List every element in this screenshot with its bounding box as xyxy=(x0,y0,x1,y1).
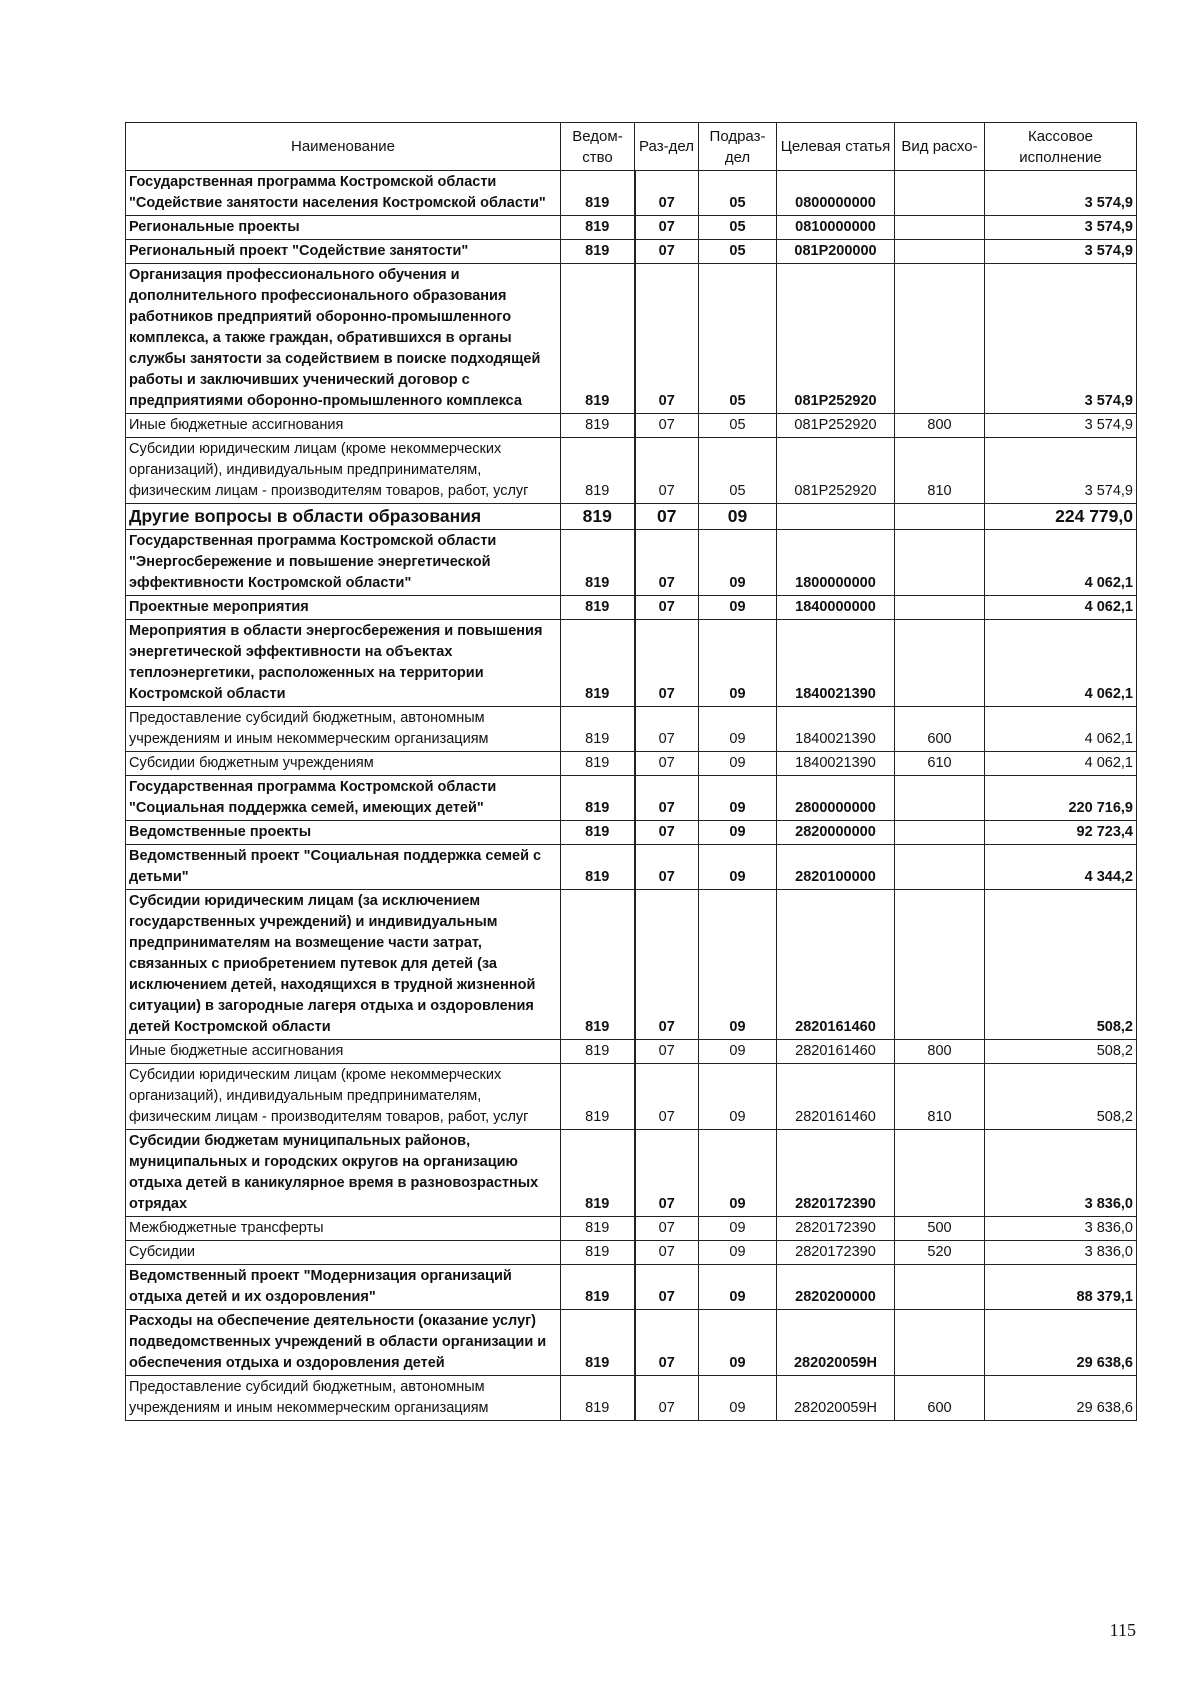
row-ispolnenie: 3 836,0 xyxy=(985,1130,1137,1217)
table-row xyxy=(126,1217,1137,1241)
row-ispolnenie: 224 779,0 xyxy=(985,504,1137,530)
header-ispolnenie: Кассовое исполнение xyxy=(985,123,1137,171)
row-name: Субсидии юридическим лицам (кроме некоммерческих организаций), индивидуальным предпринимателям, физическим лицам - производителям товаров, работ, услуг xyxy=(126,1064,561,1130)
row-ispolnenie: 508,2 xyxy=(985,1040,1137,1064)
row-podrazdel: 05 xyxy=(699,414,777,438)
row-razdel: 07 xyxy=(635,1310,699,1376)
header-tselevaya: Целевая статья xyxy=(777,123,895,171)
row-tselevaya-statya: 2820172390 xyxy=(777,1241,895,1265)
row-vedomstvo: 819 xyxy=(561,1265,635,1310)
row-ispolnenie: 4 344,2 xyxy=(985,845,1137,890)
row-tselevaya-statya: 282020059Н xyxy=(777,1310,895,1376)
row-razdel: 07 xyxy=(635,171,699,216)
row-razdel: 07 xyxy=(635,845,699,890)
row-podrazdel: 05 xyxy=(699,216,777,240)
row-vedomstvo: 819 xyxy=(561,890,635,1040)
row-vid-raskhodov xyxy=(895,776,985,821)
row-ispolnenie: 3 836,0 xyxy=(985,1217,1137,1241)
row-tselevaya-statya: 2820161460 xyxy=(777,890,895,1040)
row-name: Ведомственный проект "Модернизация организаций отдыха детей и их оздоровления" xyxy=(126,1265,561,1310)
row-name: Региональные проекты xyxy=(126,216,561,240)
row-podrazdel: 09 xyxy=(699,504,777,530)
row-razdel: 07 xyxy=(635,438,699,504)
row-name: Ведомственный проект "Социальная поддержка семей с детьми" xyxy=(126,845,561,890)
row-razdel: 07 xyxy=(635,776,699,821)
row-tselevaya-statya: 1840021390 xyxy=(777,707,895,752)
row-podrazdel: 09 xyxy=(699,1040,777,1064)
row-vedomstvo: 819 xyxy=(561,620,635,707)
row-ispolnenie: 508,2 xyxy=(985,890,1137,1040)
row-ispolnenie: 3 574,9 xyxy=(985,414,1137,438)
row-vid-raskhodov xyxy=(895,1130,985,1217)
row-razdel: 07 xyxy=(635,620,699,707)
table-row xyxy=(126,1265,1137,1310)
header-vid: Вид расхо- xyxy=(895,123,985,171)
row-vedomstvo: 819 xyxy=(561,171,635,216)
row-vid-raskhodov xyxy=(895,264,985,414)
row-razdel: 07 xyxy=(635,1376,699,1421)
table-row xyxy=(126,1040,1137,1064)
row-razdel: 07 xyxy=(635,1265,699,1310)
row-ispolnenie: 4 062,1 xyxy=(985,752,1137,776)
row-razdel: 07 xyxy=(635,821,699,845)
table-row xyxy=(126,1064,1137,1130)
row-ispolnenie: 29 638,6 xyxy=(985,1376,1137,1421)
row-razdel: 07 xyxy=(635,1040,699,1064)
row-podrazdel: 05 xyxy=(699,438,777,504)
row-podrazdel: 09 xyxy=(699,1241,777,1265)
table-body xyxy=(126,171,1137,1421)
table-row xyxy=(126,216,1137,240)
row-ispolnenie: 3 574,9 xyxy=(985,438,1137,504)
row-tselevaya-statya: 1800000000 xyxy=(777,530,895,596)
row-podrazdel: 09 xyxy=(699,1130,777,1217)
row-vid-raskhodov: 800 xyxy=(895,414,985,438)
row-vedomstvo: 819 xyxy=(561,752,635,776)
row-podrazdel: 09 xyxy=(699,821,777,845)
row-vedomstvo: 819 xyxy=(561,240,635,264)
row-vedomstvo: 819 xyxy=(561,1217,635,1241)
row-name: Ведомственные проекты xyxy=(126,821,561,845)
row-vid-raskhodov xyxy=(895,1310,985,1376)
row-name: Государственная программа Костромской области "Содействие занятости населения Костромской области" xyxy=(126,171,561,216)
table-row xyxy=(126,776,1137,821)
row-vid-raskhodov xyxy=(895,171,985,216)
row-vid-raskhodov: 520 xyxy=(895,1241,985,1265)
row-razdel: 07 xyxy=(635,1064,699,1130)
row-podrazdel: 09 xyxy=(699,707,777,752)
row-name: Организация профессионального обучения и дополнительного профессионального образования работников предприятий оборонно-промышленного комплекса, а также граждан, обратившихся в органы службы занятости за содействием в поиске подходящей работы и заключивших ученический договор с предприятиями оборонно-промышленного комплекса xyxy=(126,264,561,414)
row-name: Предоставление субсидий бюджетным, автономным учреждениям и иным некоммерческим организациям xyxy=(126,707,561,752)
row-razdel: 07 xyxy=(635,752,699,776)
table-row xyxy=(126,821,1137,845)
row-razdel: 07 xyxy=(635,1241,699,1265)
table-row xyxy=(126,264,1137,414)
row-vid-raskhodov: 800 xyxy=(895,1040,985,1064)
row-vedomstvo: 819 xyxy=(561,1241,635,1265)
table-row xyxy=(126,1310,1137,1376)
row-podrazdel: 09 xyxy=(699,596,777,620)
row-vedomstvo: 819 xyxy=(561,845,635,890)
row-name: Государственная программа Костромской области "Социальная поддержка семей, имеющих детей" xyxy=(126,776,561,821)
table-row xyxy=(126,752,1137,776)
row-tselevaya-statya: 081P252920 xyxy=(777,438,895,504)
row-name: Мероприятия в области энергосбережения и повышения энергетической эффективности на объектах теплоэнергетики, расположенных на территории Костромской области xyxy=(126,620,561,707)
row-razdel: 07 xyxy=(635,890,699,1040)
row-name: Субсидии бюджетам муниципальных районов, муниципальных и городских округов на организацию отдыха детей в каникулярное время в разновозрастных отрядах xyxy=(126,1130,561,1217)
row-vedomstvo: 819 xyxy=(561,216,635,240)
row-tselevaya-statya: 2820161460 xyxy=(777,1040,895,1064)
row-tselevaya-statya: 081P252920 xyxy=(777,414,895,438)
row-name: Субсидии xyxy=(126,1241,561,1265)
row-tselevaya-statya: 2820100000 xyxy=(777,845,895,890)
row-vid-raskhodov: 810 xyxy=(895,1064,985,1130)
row-tselevaya-statya: 2820000000 xyxy=(777,821,895,845)
row-tselevaya-statya: 0800000000 xyxy=(777,171,895,216)
row-razdel: 07 xyxy=(635,264,699,414)
row-ispolnenie: 3 574,9 xyxy=(985,171,1137,216)
row-tselevaya-statya: 081P252920 xyxy=(777,264,895,414)
table-row xyxy=(126,414,1137,438)
row-vid-raskhodov xyxy=(895,240,985,264)
row-ispolnenie: 4 062,1 xyxy=(985,596,1137,620)
row-vedomstvo: 819 xyxy=(561,414,635,438)
row-name: Региональный проект "Содействие занятости" xyxy=(126,240,561,264)
row-name: Субсидии юридическим лицам (за исключением государственных учреждений) и индивидуальным предпринимателям на возмещение части затрат, связанных с приобретением путевок для детей (за исключением детей, находящихся в трудной жизненной ситуации) в загородные лагеря отдыха и оздоровления детей Костромской области xyxy=(126,890,561,1040)
row-ispolnenie: 3 574,9 xyxy=(985,240,1137,264)
row-podrazdel: 09 xyxy=(699,1376,777,1421)
row-podrazdel: 09 xyxy=(699,890,777,1040)
header-vedomstvo: Ведом-ство xyxy=(561,123,635,171)
row-podrazdel: 09 xyxy=(699,1310,777,1376)
row-tselevaya-statya: 282020059Н xyxy=(777,1376,895,1421)
row-tselevaya-statya xyxy=(777,504,895,530)
row-tselevaya-statya: 0810000000 xyxy=(777,216,895,240)
row-vedomstvo: 819 xyxy=(561,1064,635,1130)
table-row xyxy=(126,240,1137,264)
row-podrazdel: 09 xyxy=(699,752,777,776)
table-row xyxy=(126,504,1137,530)
row-vid-raskhodov xyxy=(895,504,985,530)
row-podrazdel: 09 xyxy=(699,620,777,707)
row-vid-raskhodov xyxy=(895,216,985,240)
row-vedomstvo: 819 xyxy=(561,776,635,821)
row-name: Иные бюджетные ассигнования xyxy=(126,414,561,438)
row-podrazdel: 05 xyxy=(699,240,777,264)
row-podrazdel: 09 xyxy=(699,1265,777,1310)
row-name: Межбюджетные трансферты xyxy=(126,1217,561,1241)
table-row xyxy=(126,530,1137,596)
row-ispolnenie: 3 836,0 xyxy=(985,1241,1137,1265)
table-row xyxy=(126,596,1137,620)
table-row xyxy=(126,1130,1137,1217)
row-podrazdel: 09 xyxy=(699,1064,777,1130)
row-razdel: 07 xyxy=(635,596,699,620)
row-tselevaya-statya: 2820161460 xyxy=(777,1064,895,1130)
header-razdel: Раз-дел xyxy=(635,123,699,171)
row-name: Субсидии бюджетным учреждениям xyxy=(126,752,561,776)
row-ispolnenie: 29 638,6 xyxy=(985,1310,1137,1376)
row-vedomstvo: 819 xyxy=(561,438,635,504)
row-name: Предоставление субсидий бюджетным, автономным учреждениям и иным некоммерческим организациям xyxy=(126,1376,561,1421)
table-row xyxy=(126,620,1137,707)
row-podrazdel: 05 xyxy=(699,264,777,414)
row-name: Субсидии юридическим лицам (кроме некоммерческих организаций), индивидуальным предпринимателям, физическим лицам - производителям товаров, работ, услуг xyxy=(126,438,561,504)
row-vid-raskhodov xyxy=(895,530,985,596)
row-name: Иные бюджетные ассигнования xyxy=(126,1040,561,1064)
row-podrazdel: 09 xyxy=(699,1217,777,1241)
row-vedomstvo: 819 xyxy=(561,504,635,530)
table-row xyxy=(126,438,1137,504)
page-number: 115 xyxy=(1109,1620,1136,1640)
row-podrazdel: 09 xyxy=(699,776,777,821)
row-razdel: 07 xyxy=(635,530,699,596)
row-ispolnenie: 4 062,1 xyxy=(985,707,1137,752)
row-vid-raskhodov: 810 xyxy=(895,438,985,504)
row-ispolnenie: 88 379,1 xyxy=(985,1265,1137,1310)
row-vid-raskhodov: 600 xyxy=(895,707,985,752)
table-row xyxy=(126,171,1137,216)
row-ispolnenie: 220 716,9 xyxy=(985,776,1137,821)
row-vedomstvo: 819 xyxy=(561,1040,635,1064)
row-vid-raskhodov: 600 xyxy=(895,1376,985,1421)
row-vedomstvo: 819 xyxy=(561,707,635,752)
budget-table xyxy=(125,122,1137,1421)
row-vedomstvo: 819 xyxy=(561,1130,635,1217)
row-vedomstvo: 819 xyxy=(561,1376,635,1421)
row-vedomstvo: 819 xyxy=(561,530,635,596)
row-vid-raskhodov xyxy=(895,821,985,845)
row-ispolnenie: 3 574,9 xyxy=(985,216,1137,240)
header-name: Наименование xyxy=(126,123,561,171)
row-name: Другие вопросы в области образования xyxy=(126,504,561,530)
row-razdel: 07 xyxy=(635,1130,699,1217)
row-ispolnenie: 4 062,1 xyxy=(985,620,1137,707)
row-tselevaya-statya: 081P200000 xyxy=(777,240,895,264)
table-row xyxy=(126,1241,1137,1265)
row-vedomstvo: 819 xyxy=(561,1310,635,1376)
row-tselevaya-statya: 2820172390 xyxy=(777,1217,895,1241)
row-vedomstvo: 819 xyxy=(561,596,635,620)
row-name: Проектные мероприятия xyxy=(126,596,561,620)
header-podrazdel: Подраз-дел xyxy=(699,123,777,171)
row-podrazdel: 05 xyxy=(699,171,777,216)
table-row xyxy=(126,845,1137,890)
header-row xyxy=(126,123,1137,171)
row-ispolnenie: 3 574,9 xyxy=(985,264,1137,414)
row-ispolnenie: 508,2 xyxy=(985,1064,1137,1130)
row-razdel: 07 xyxy=(635,504,699,530)
row-vid-raskhodov: 610 xyxy=(895,752,985,776)
row-tselevaya-statya: 1840021390 xyxy=(777,752,895,776)
row-vid-raskhodov xyxy=(895,845,985,890)
row-ispolnenie: 4 062,1 xyxy=(985,530,1137,596)
row-vid-raskhodov xyxy=(895,1265,985,1310)
row-tselevaya-statya: 1840021390 xyxy=(777,620,895,707)
table-row xyxy=(126,707,1137,752)
row-tselevaya-statya: 1840000000 xyxy=(777,596,895,620)
row-name: Расходы на обеспечение деятельности (оказание услуг) подведомственных учреждений в области организации и обеспечения отдыха и оздоровления детей xyxy=(126,1310,561,1376)
row-vid-raskhodov xyxy=(895,620,985,707)
row-razdel: 07 xyxy=(635,414,699,438)
row-razdel: 07 xyxy=(635,707,699,752)
row-vedomstvo: 819 xyxy=(561,264,635,414)
table-row xyxy=(126,890,1137,1040)
row-podrazdel: 09 xyxy=(699,845,777,890)
row-vid-raskhodov xyxy=(895,596,985,620)
row-razdel: 07 xyxy=(635,1217,699,1241)
row-razdel: 07 xyxy=(635,216,699,240)
row-vedomstvo: 819 xyxy=(561,821,635,845)
row-podrazdel: 09 xyxy=(699,530,777,596)
row-vid-raskhodov: 500 xyxy=(895,1217,985,1241)
row-razdel: 07 xyxy=(635,240,699,264)
row-tselevaya-statya: 2820172390 xyxy=(777,1130,895,1217)
row-tselevaya-statya: 2820200000 xyxy=(777,1265,895,1310)
row-ispolnenie: 92 723,4 xyxy=(985,821,1137,845)
row-vid-raskhodov xyxy=(895,890,985,1040)
row-name: Государственная программа Костромской области "Энергосбережение и повышение энергетической эффективности Костромской области" xyxy=(126,530,561,596)
row-tselevaya-statya: 2800000000 xyxy=(777,776,895,821)
table-row xyxy=(126,1376,1137,1421)
